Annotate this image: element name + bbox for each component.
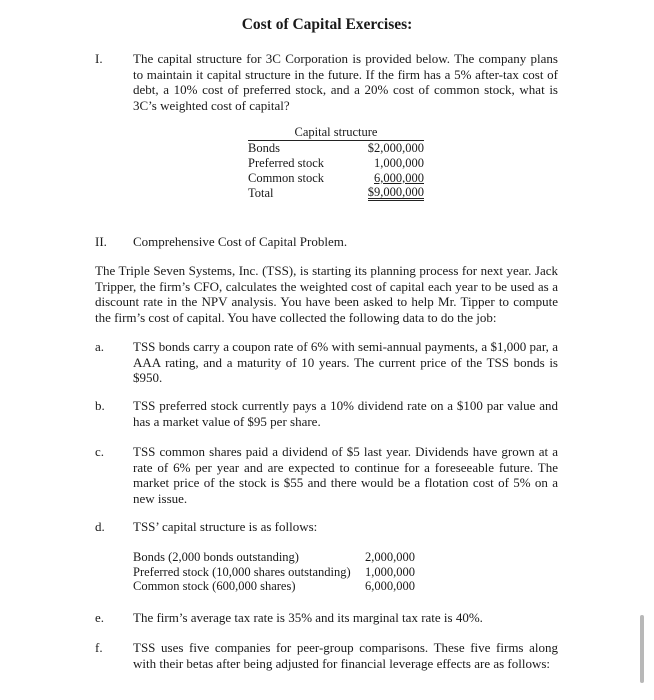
item-d-text: TSS’ capital structure is as follows: — [133, 519, 318, 534]
item-c-text: TSS common shares paid a dividend of $5 last year. Dividends have grown at a rate of 6% per year and are expected to continue for a foreseeable future. The market price of the stock is $55 and there would be a flotation cost of 5% on a new issue. — [133, 444, 558, 506]
part2-numeral: II. — [95, 234, 107, 249]
item-letter: a. — [95, 339, 105, 354]
part2-heading: Comprehensive Cost of Capital Problem. — [133, 234, 348, 249]
item-value: 6,000,000 — [365, 579, 415, 594]
item-letter: c. — [95, 444, 105, 459]
row-value: $2,000,000 — [367, 141, 424, 155]
item-label: Common stock (600,000 shares) — [133, 579, 296, 594]
table-row — [248, 156, 424, 171]
item-letter: f. — [95, 640, 103, 655]
table-row — [248, 141, 424, 156]
row-label: Common stock — [248, 171, 325, 185]
item-letter: e. — [95, 610, 105, 625]
item-letter: b. — [95, 398, 105, 413]
table-row — [248, 171, 424, 186]
item-b-text: TSS preferred stock currently pays a 10% dividend rate on a $100 par value and has a market value of $95 per share. — [133, 398, 558, 429]
table-header: Capital structure — [248, 125, 424, 141]
item-e-text: The firm’s average tax rate is 35% and its marginal tax rate is 40%. — [133, 610, 483, 625]
item-letter: d. — [95, 519, 105, 534]
row-value: 1,000,000 — [374, 156, 424, 170]
list-item — [133, 579, 415, 594]
part2-intro: The Triple Seven Systems, Inc. (TSS), is starting its planning process for next year. Jack Tripper, the firm’s CFO, calculates the weighted cost of capital each year to be used as a discount rate in the NPV analysis. You have been asked to help Mr. Tipper to compute the firm’s cost of capital. You have collected the following data to do the job: — [95, 263, 558, 325]
vertical-scrollbar[interactable] — [640, 615, 644, 683]
tss-capital-structure — [133, 550, 415, 594]
capital-structure-table — [248, 125, 424, 201]
item-value: 2,000,000 — [365, 550, 415, 564]
item-label: Preferred stock (10,000 shares outstanding) — [133, 564, 351, 579]
list-item — [133, 550, 415, 565]
part1-numeral: I. — [95, 51, 103, 66]
row-label: Total — [248, 186, 274, 200]
row-label: Preferred stock — [248, 156, 325, 170]
item-value: 1,000,000 — [365, 564, 415, 579]
row-value: 6,000,000 — [374, 171, 424, 185]
row-value: $9,000,000 — [367, 185, 424, 199]
part1-question: The capital structure for 3C Corporation is provided below. The company plans to maintain it capital structure in the future. If the firm has a 5% after-tax cost of debt, a 10% cost of preferred stock, and a 20% cost of common stock, what is 3C’s weighted cost of capital? — [133, 51, 558, 113]
item-a-text: TSS bonds carry a coupon rate of 6% with semi-annual payments, a $1,000 par, a AAA rating, and a maturity of 10 years. The current price of the TSS bonds is $950. — [133, 339, 558, 386]
item-label: Bonds (2,000 bonds outstanding) — [133, 550, 299, 564]
table-row-total — [248, 186, 424, 201]
item-f-text: TSS uses five companies for peer-group comparisons. These five firms along with their betas after being adjusted for financial leverage effects are as follows: — [133, 640, 558, 671]
row-label: Bonds — [248, 141, 280, 155]
list-item — [133, 565, 415, 580]
document-title: Cost of Capital Exercises: — [241, 16, 413, 33]
